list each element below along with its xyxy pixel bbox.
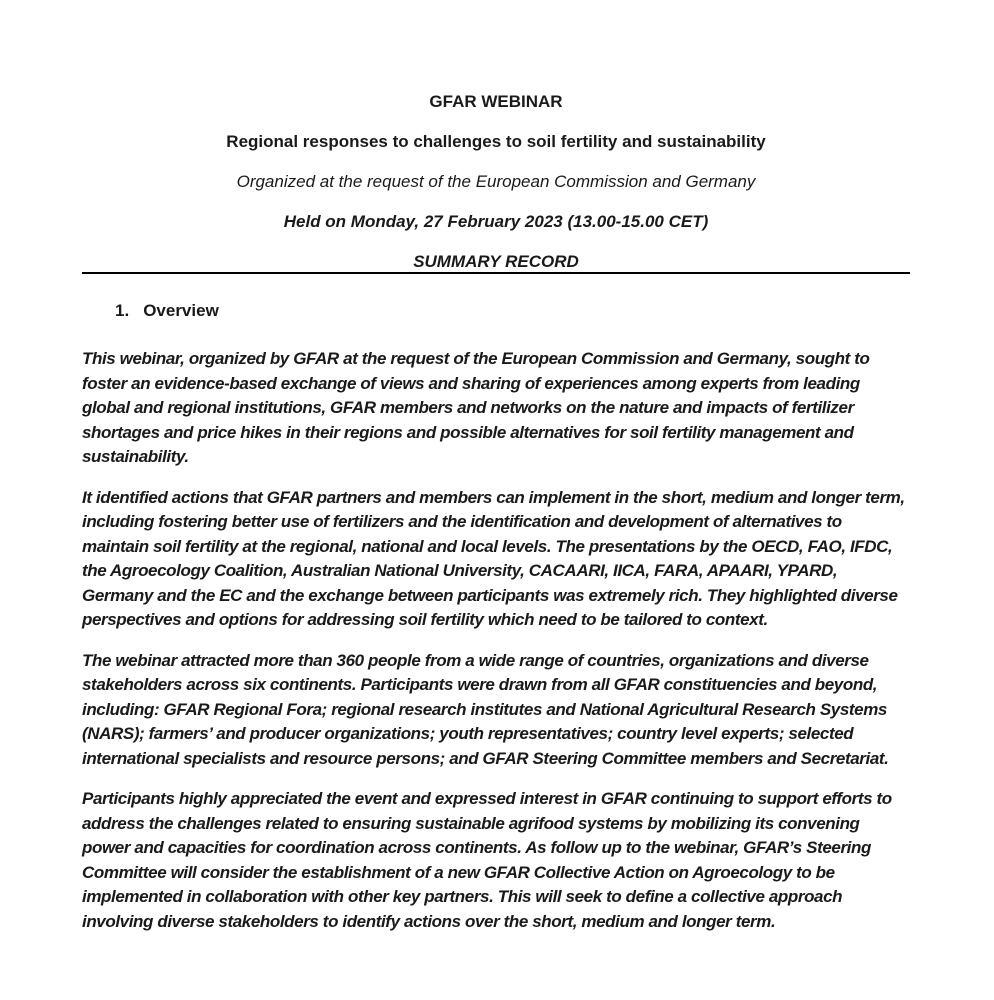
body-paragraph: The webinar attracted more than 360 people from a wide range of countries, organizations and diverse stakeholders across six continents. Participants were drawn from all GFAR constituencies and beyond, including: GFAR Regional Fora; regional research institutes and National Agricultural Research Systems (NARS); farmers’ and producer organizations; youth representatives; country level experts; selected international specialists and resource persons; and GFAR Steering Committee members and Secretariat. xyxy=(82,650,889,768)
page-subtitle: Regional responses to challenges to soil fertility and sustainability xyxy=(226,132,766,151)
body-paragraph: Participants highly appreciated the event and expressed interest in GFAR continuing to support efforts to address the challenges related to ensuring sustainable agrifood systems by mobilizing its convening power and capacities for coordination across continents. As follow up to the webinar, GFAR’s Steering Committee will consider the establishment of a new GFAR Collective Action on Agroecology to be implemented in collaboration with other key partners. This will seek to define a collective approach involving diverse stakeholders to identify actions over the short, medium and longer term. xyxy=(82,789,892,931)
body-paragraph: It identified actions that GFAR partners and members can implement in the short, medium and longer term, including fostering better use of fertilizers and the identification and development of alternatives to maintain soil fertility at the regional, national and local levels. The presentations by the OECD, FAO, IFDC, the Agroecology Coalition, Australian National University, CACAARI, IICA, FARA, APAARI, YPARD, Germany and the EC and the exchange between participants was extremely rich. They highlighted diverse perspectives and options for addressing soil fertility which need to be tailored to context. xyxy=(82,487,905,629)
date-line: Held on Monday, 27 February 2023 (13.00-15.00 CET) xyxy=(283,212,709,231)
page-title: GFAR WEBINAR xyxy=(429,92,563,111)
section-divider xyxy=(82,272,910,274)
organizer-line: Organized at the request of the European Commission and Germany xyxy=(236,172,756,191)
section-heading-overview xyxy=(82,301,910,321)
section-number: 1. xyxy=(115,301,130,320)
body-paragraph: This webinar, organized by GFAR at the request of the European Commission and Germany, sought to foster an evidence-based exchange of views and sharing of experiences among experts from leading global and regional institutions, GFAR members and networks on the nature and impacts of fertilizer shortages and price hikes in their regions and possible alternatives for soil fertility management and sustainability. xyxy=(82,349,870,466)
section-heading-label: Overview xyxy=(143,301,219,320)
record-label: SUMMARY RECORD xyxy=(413,252,579,271)
body-paragraphs xyxy=(82,347,910,934)
